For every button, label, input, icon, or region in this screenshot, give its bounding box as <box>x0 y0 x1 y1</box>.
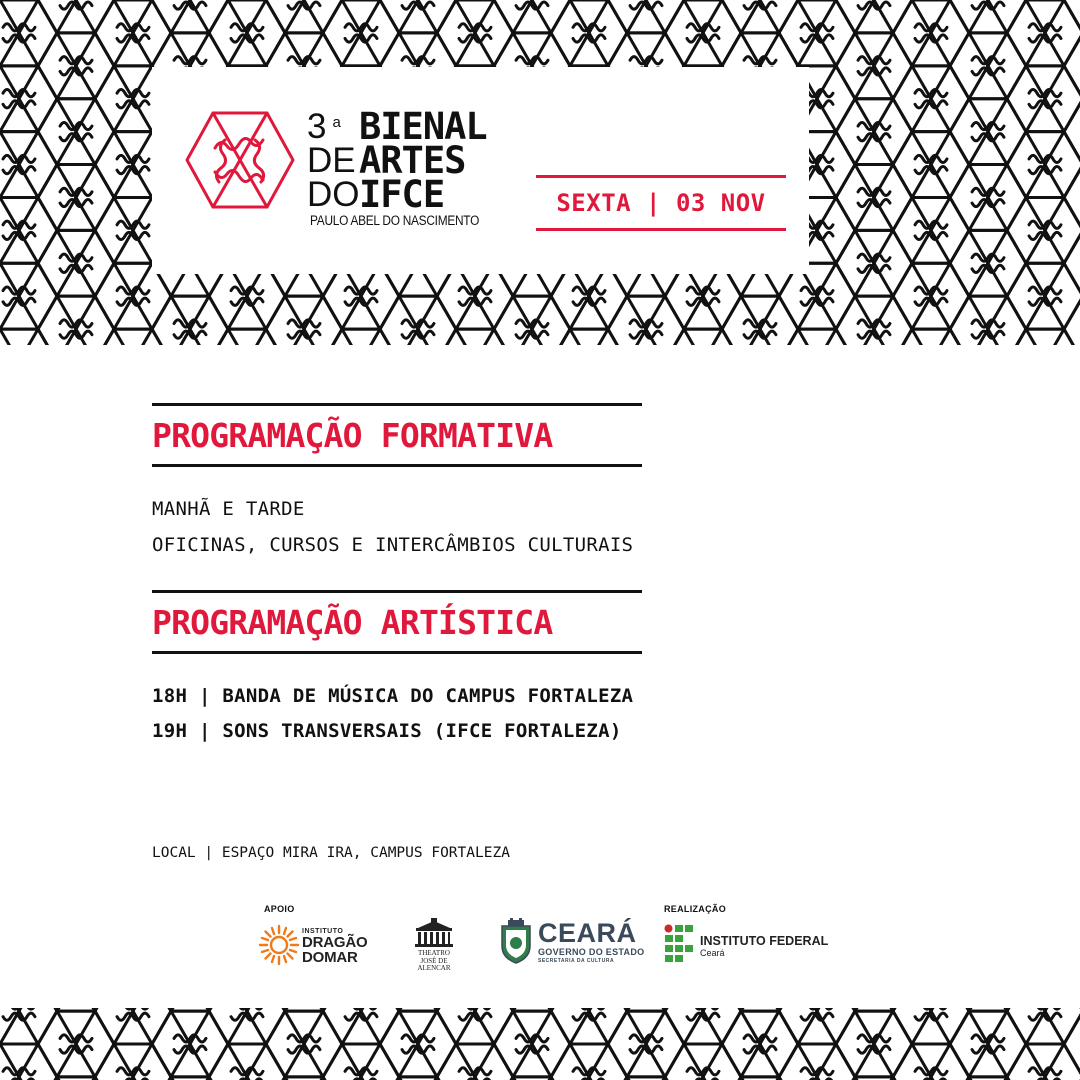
pattern-hex-tile <box>38 33 114 99</box>
pattern-hex-tile <box>1064 99 1080 165</box>
theater-building-icon <box>404 918 464 948</box>
pattern-hex-tile <box>1064 296 1080 345</box>
ceara-governo: GOVERNO DO ESTADO <box>538 947 645 957</box>
pattern-hex-tile <box>551 0 627 66</box>
pattern-hex-tile <box>152 296 228 345</box>
pattern-hex-tile <box>608 296 684 345</box>
pattern-hex-tile <box>266 1011 342 1077</box>
artistica-heading: PROGRAMAÇÃO ARTÍSTICA <box>152 602 553 642</box>
pattern-hex-tile <box>38 230 114 296</box>
pattern-hex-tile <box>266 296 342 345</box>
pattern-hex-tile <box>494 296 570 345</box>
ceara-crest-icon <box>498 918 534 964</box>
pattern-hex-tile <box>665 1008 741 1044</box>
if-wordmark: INSTITUTO FEDERAL <box>700 934 829 948</box>
pattern-hex-tile <box>437 0 513 66</box>
pattern-hex-tile <box>380 1011 456 1077</box>
if-state: Ceará <box>700 947 725 958</box>
pattern-hex-tile <box>1064 165 1080 231</box>
formativa-period: MANHÃ E TARDE <box>152 498 305 520</box>
pattern-hex-tile <box>380 0 456 33</box>
dragao-line2: DOMAR <box>302 949 358 966</box>
pattern-hex-tile <box>0 132 57 198</box>
pattern-hex-tile <box>152 0 228 33</box>
pattern-hex-tile <box>209 1008 285 1044</box>
section-title-formativa <box>152 403 642 467</box>
theatro-line2: JOSÉ DE ALENCAR <box>417 956 451 973</box>
logo-theatro-jose-de-alencar <box>404 918 464 973</box>
pattern-hex-tile <box>665 0 741 66</box>
title-word-ifce: IFCE <box>359 173 445 216</box>
pattern-hex-tile <box>551 1044 627 1080</box>
pattern-hex-tile <box>893 1044 969 1080</box>
pattern-hex-tile <box>779 1008 855 1044</box>
dragao-small-text: INSTITUTO <box>302 928 344 935</box>
pattern-hex-tile <box>38 0 114 33</box>
pattern-hex-tile <box>950 0 1026 33</box>
pattern-hex-tile <box>893 132 969 198</box>
pattern-hex-tile <box>1007 1008 1080 1044</box>
schedule-item-18h: 18H | BANDA DE MÚSICA DO CAMPUS FORTALEZA <box>152 685 634 707</box>
pattern-hex-tile <box>950 99 1026 165</box>
pattern-hex-tile <box>95 1044 171 1080</box>
pattern-hex-tile <box>893 1008 969 1044</box>
pattern-hex-tile <box>0 329 57 345</box>
pattern-hex-tile <box>950 165 1026 231</box>
pattern-hex-tile <box>95 0 171 66</box>
logo-dragao-do-mar <box>258 924 378 968</box>
pattern-hex-tile <box>1064 0 1080 33</box>
title-prefix-do: DO <box>307 175 360 214</box>
pattern-hex-tile <box>608 1011 684 1077</box>
pattern-hex-tile <box>494 1011 570 1077</box>
pattern-hex-tile <box>779 1044 855 1080</box>
event-subtitle: PAULO ABEL DO NASCIMENTO <box>310 213 480 228</box>
pattern-hex-tile <box>0 0 57 66</box>
pattern-hex-tile <box>551 1008 627 1044</box>
pattern-hex-tile <box>0 66 57 132</box>
logo-governo-ceara <box>498 918 648 966</box>
pattern-hex-tile <box>95 1008 171 1044</box>
pattern-hex-tile <box>209 1044 285 1080</box>
pattern-hex-tile <box>950 1011 1026 1077</box>
pattern-hex-tile <box>437 1008 513 1044</box>
pattern-hex-tile <box>836 165 912 231</box>
ceara-wordmark: CEARÁ <box>538 918 637 948</box>
pattern-hex-tile <box>893 263 969 329</box>
pattern-hex-tile <box>1064 1011 1080 1077</box>
pattern-hex-tile <box>836 296 912 345</box>
pattern-hex-tile <box>665 1044 741 1080</box>
apoio-label: APOIO <box>264 904 295 914</box>
title-word-bienal: BIENAL <box>359 105 487 148</box>
ceara-secretaria: SECRETARIA DA CULTURA <box>538 958 615 964</box>
pattern-hex-tile <box>1007 1044 1080 1080</box>
event-date: SEXTA | 03 NOV <box>556 189 766 217</box>
pattern-hex-tile <box>38 99 114 165</box>
pattern-hex-tile <box>380 296 456 345</box>
pattern-hex-tile <box>152 1011 228 1077</box>
date-box <box>536 175 786 231</box>
pattern-hex-tile <box>893 66 969 132</box>
title-prefix-de: DE <box>307 141 356 180</box>
header-card <box>152 67 809 274</box>
dragao-line1: DRAGÃO <box>302 934 368 951</box>
pattern-hex-tile <box>722 296 798 345</box>
logo-instituto-federal <box>664 924 834 966</box>
formativa-activities: OFICINAS, CURSOS E INTERCÂMBIOS CULTURAIS <box>152 534 634 556</box>
pattern-hex-tile <box>494 0 570 33</box>
realizacao-label: REALIZAÇÃO <box>664 904 726 914</box>
pattern-hex-tile <box>1064 1008 1080 1011</box>
title-word-artes: ARTES <box>359 139 466 182</box>
pattern-hex-tile <box>323 0 399 66</box>
pattern-hex-tile <box>893 0 969 66</box>
pattern-hex-tile <box>0 197 57 263</box>
pattern-hex-tile <box>38 296 114 345</box>
pattern-hex-tile <box>38 165 114 231</box>
pattern-hex-tile <box>950 296 1026 345</box>
event-location: LOCAL | ESPAÇO MIRA IRA, CAMPUS FORTALEZA <box>152 845 510 861</box>
hexagon-knot-icon <box>185 110 295 210</box>
pattern-hex-tile <box>209 0 285 66</box>
pattern-hex-tile <box>608 0 684 33</box>
pattern-hex-tile <box>0 263 57 329</box>
pattern-hex-tile <box>836 0 912 33</box>
if-grid-icon <box>664 924 694 964</box>
decorative-pattern-bottom <box>0 1008 1080 1080</box>
pattern-hex-tile <box>893 197 969 263</box>
pattern-hex-tile <box>1064 33 1080 99</box>
pattern-hex-tile <box>266 0 342 33</box>
pattern-hex-tile <box>950 33 1026 99</box>
pattern-hex-tile <box>722 0 798 33</box>
schedule-item-19h: 19H | SONS TRANSVERSAIS (IFCE FORTALEZA) <box>152 720 622 742</box>
pattern-hex-tile <box>38 1011 114 1077</box>
section-title-artistica <box>152 590 642 654</box>
pattern-hex-tile <box>836 1011 912 1077</box>
formativa-heading: PROGRAMAÇÃO FORMATIVA <box>152 415 553 455</box>
event-title <box>307 105 537 249</box>
pattern-hex-tile <box>836 33 912 99</box>
pattern-hex-tile <box>323 1008 399 1044</box>
pattern-hex-tile <box>722 1011 798 1077</box>
edition-number: 3 <box>307 107 327 146</box>
edition-ordinal: a <box>332 114 341 131</box>
pattern-hex-tile <box>950 230 1026 296</box>
pattern-hex-tile <box>836 230 912 296</box>
theatro-line1: THEATRO <box>418 949 450 957</box>
pattern-hex-tile <box>323 1044 399 1080</box>
dragao-sun-icon <box>258 924 300 966</box>
pattern-hex-tile <box>836 99 912 165</box>
pattern-hex-tile <box>437 1044 513 1080</box>
pattern-hex-tile <box>1064 230 1080 296</box>
pattern-hex-tile <box>779 0 855 66</box>
